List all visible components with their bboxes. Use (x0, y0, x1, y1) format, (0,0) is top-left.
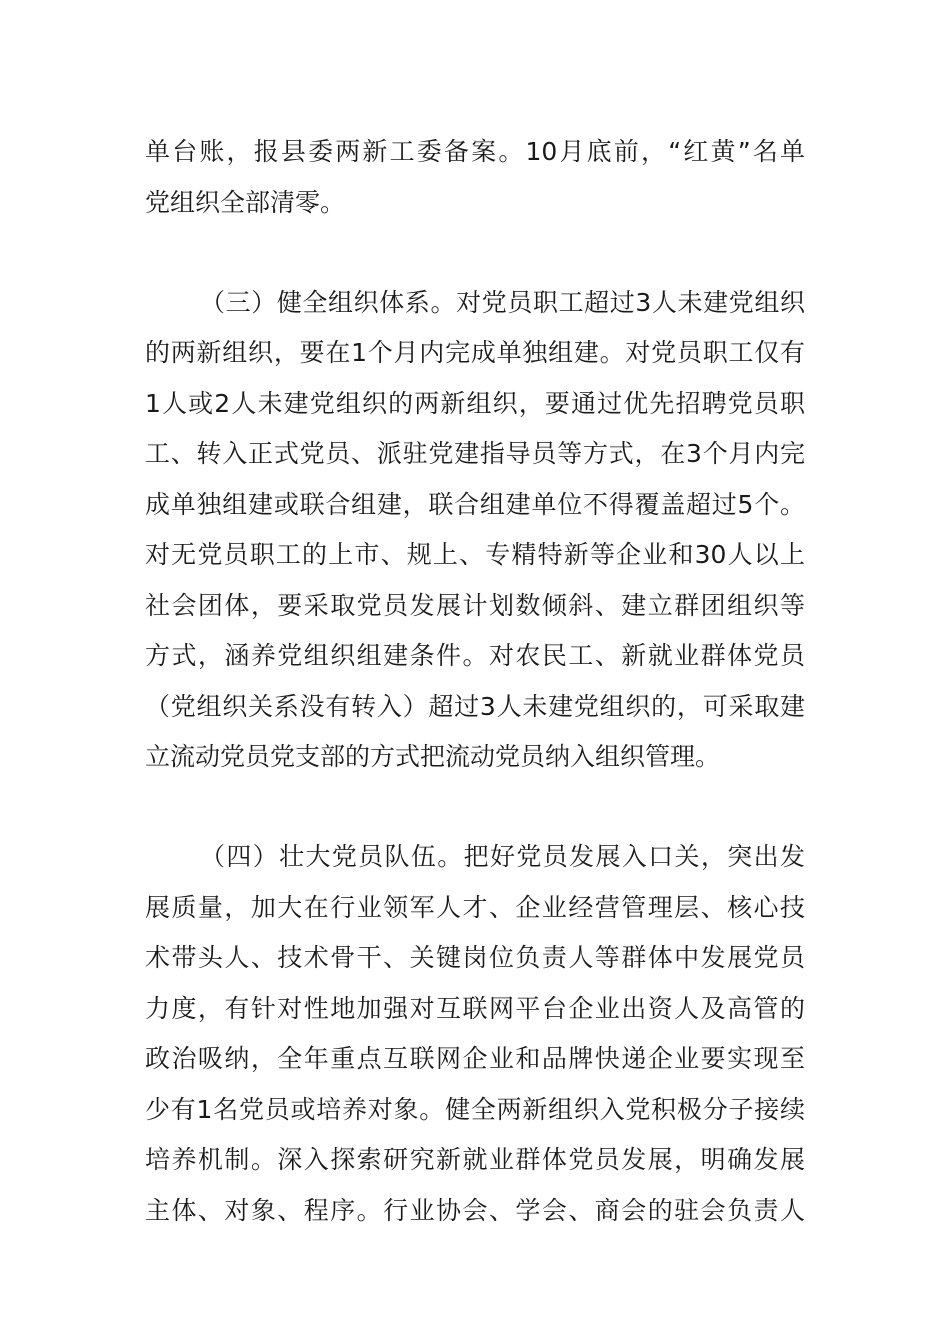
text-line: 的两新组织，要在1个月内完成单独组建。对党员职工仅有 (145, 338, 805, 367)
text-line: 展质量，加大在行业领军人才、企业经营管理层、核心技 (145, 893, 805, 922)
paragraph-first-line: （四）壮大党员队伍。把好党员发展入口关，突出发 (200, 842, 805, 871)
text-line: 成单独组建或联合组建，联合组建单位不得覆盖超过5个。 (145, 490, 805, 519)
text-line: 政治吸纳，全年重点互联网企业和品牌快递企业要实现至 (145, 1044, 805, 1073)
text-line: 党组织全部清零。 (145, 188, 346, 217)
text-line: （党组织关系没有转入）超过3人未建党组织的，可采取建 (145, 692, 805, 721)
text-line: 方式，涵养党组织组建条件。对农民工、新就业群体党员 (145, 641, 805, 670)
text-line: 1人或2人未建党组织的两新组织，要通过优先招聘党员职 (145, 389, 805, 418)
text-line: 单台账，报县委两新工委备案。10月底前，“红黄”名单 (145, 137, 805, 166)
text-line: 术带头人、技术骨干、关键岗位负责人等群体中发展党员 (145, 943, 805, 972)
text-line: 社会团体，要采取党员发展计划数倾斜、建立群团组织等 (145, 591, 805, 620)
text-line: 对无党员职工的上市、规上、专精特新等企业和30人以上 (145, 540, 805, 569)
text-line: 力度，有针对性地加强对互联网平台企业出资人及高管的 (145, 994, 805, 1023)
text-line: 主体、对象、程序。行业协会、学会、商会的驻会负责人 (145, 1196, 805, 1225)
text-line: 培养机制。深入探索研究新就业群体党员发展，明确发展 (145, 1145, 805, 1174)
text-line: 立流动党员党支部的方式把流动党员纳入组织管理。 (145, 742, 721, 771)
text-line: 少有1名党员或培养对象。健全两新组织入党积极分子接续 (145, 1095, 805, 1124)
paragraph-first-line: （三）健全组织体系。对党员职工超过3人未建党组织 (200, 288, 805, 317)
text-line: 工、转入正式党员、派驻党建指导员等方式，在3个月内完 (145, 439, 805, 468)
